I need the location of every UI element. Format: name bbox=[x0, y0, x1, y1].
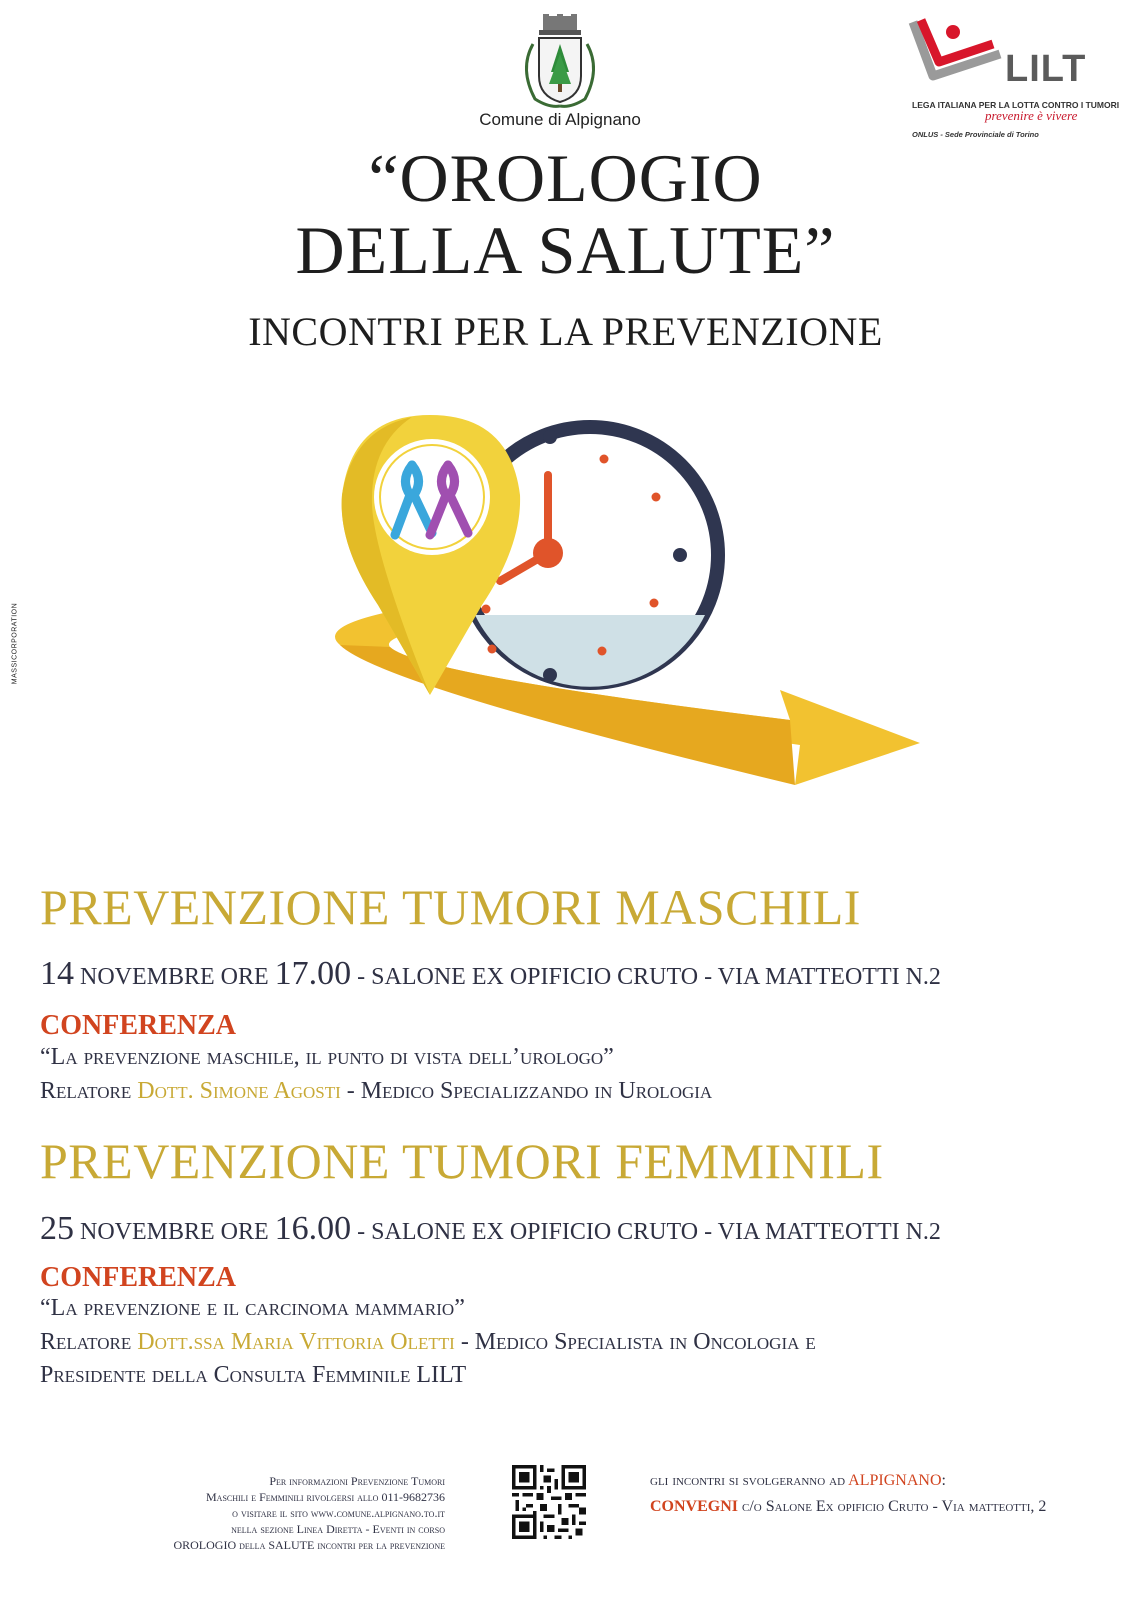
footer-venue-line1 bbox=[650, 1468, 1046, 1494]
footer-venue bbox=[650, 1468, 1046, 1520]
speaker-role-continued: Presidente della Consulta Femminile LILT bbox=[40, 1362, 467, 1388]
lilt-full-name: LEGA ITALIANA PER LA LOTTA CONTRO I TUMORI bbox=[912, 100, 1120, 110]
main-title bbox=[0, 142, 1131, 286]
footer-info-line: nella sezione Linea Diretta - Eventi in corso bbox=[231, 1522, 445, 1536]
footer-info-line: Maschili e Femminili rivolgersi allo 011-9682736 bbox=[206, 1490, 445, 1504]
section-title-maschili: PREVENZIONE TUMORI MASCHILI bbox=[40, 879, 861, 935]
side-credit: MASSICORPORATION bbox=[11, 602, 19, 685]
speaker-prefix: Relatore bbox=[40, 1078, 132, 1104]
talk-title-maschili: “La prevenzione maschile, il punto di vista dell’urologo” bbox=[40, 1044, 614, 1070]
clock-pin-illustration bbox=[300, 385, 940, 815]
footer-info-line: Per informazioni Prevenzione Tumori bbox=[269, 1474, 445, 1488]
conference-label-femminili: CONFERENZA bbox=[40, 1262, 237, 1293]
speaker-name: Dott. Simone Agosti bbox=[137, 1078, 341, 1104]
subtitle: INCONTRI PER LA PREVENZIONE bbox=[248, 309, 883, 354]
footer-convegni-text: c/o Salone Ex opificio Cruto - Via matteotti, 2 bbox=[742, 1498, 1047, 1515]
lilt-slogan: prevenire è vivere bbox=[985, 108, 1078, 123]
comune-name: Comune di Alpignano bbox=[479, 110, 641, 129]
qr-code-icon[interactable] bbox=[512, 1465, 586, 1539]
event-month: NOVEMBRE ORE bbox=[80, 1219, 269, 1245]
conference-label-maschili: CONFERENZA bbox=[40, 1010, 237, 1041]
main-title-line1: “OROLOGIO bbox=[368, 140, 763, 216]
speaker-role: - Medico Specializzando in Urologia bbox=[346, 1078, 713, 1104]
lilt-sede: ONLUS - Sede Provinciale di Torino bbox=[912, 130, 1039, 139]
main-title-line2: DELLA SALUTE” bbox=[295, 212, 836, 288]
event-time: 17.00 bbox=[274, 955, 352, 992]
footer-info-line: OROLOGIO della SALUTE incontri per la prevenzione bbox=[173, 1538, 445, 1552]
speaker-name: Dott.ssa Maria Vittoria Oletti bbox=[137, 1329, 455, 1355]
footer-venue-place: ALPIGNANO bbox=[848, 1472, 942, 1489]
event-line-maschili bbox=[40, 955, 941, 993]
talk-title-femminili: “La prevenzione e il carcinoma mammario” bbox=[40, 1295, 465, 1321]
footer-venue-line2 bbox=[650, 1494, 1046, 1520]
event-time: 16.00 bbox=[274, 1210, 352, 1247]
event-location: - SALONE EX OPIFICIO CRUTO - VIA MATTEOTTI N.2 bbox=[357, 964, 941, 990]
speaker-line-femminili bbox=[40, 1329, 816, 1356]
event-day: 14 bbox=[40, 955, 74, 992]
footer-venue-prefix: gli incontri si svolgeranno ad bbox=[650, 1472, 846, 1489]
lilt-name: LILT bbox=[1005, 48, 1087, 90]
speaker-prefix: Relatore bbox=[40, 1329, 132, 1355]
footer-convegni-label: CONVEGNI bbox=[650, 1498, 739, 1515]
footer-venue-suffix: : bbox=[941, 1472, 946, 1489]
comune-crest-logo bbox=[505, 14, 615, 114]
event-location: - SALONE EX OPIFICIO CRUTO - VIA MATTEOTTI N.2 bbox=[357, 1219, 941, 1245]
speaker-line-maschili bbox=[40, 1078, 712, 1105]
speaker-role: - Medico Specialista in Oncologia e bbox=[460, 1329, 816, 1355]
footer-info bbox=[40, 1473, 445, 1553]
footer-info-line[interactable]: o visitare il sito www.comune.alpignano.to.it bbox=[232, 1506, 445, 1520]
event-day: 25 bbox=[40, 1210, 74, 1247]
event-line-femminili bbox=[40, 1210, 941, 1248]
event-month: NOVEMBRE ORE bbox=[80, 964, 269, 990]
section-title-femminili: PREVENZIONE TUMORI FEMMINILI bbox=[40, 1133, 884, 1189]
